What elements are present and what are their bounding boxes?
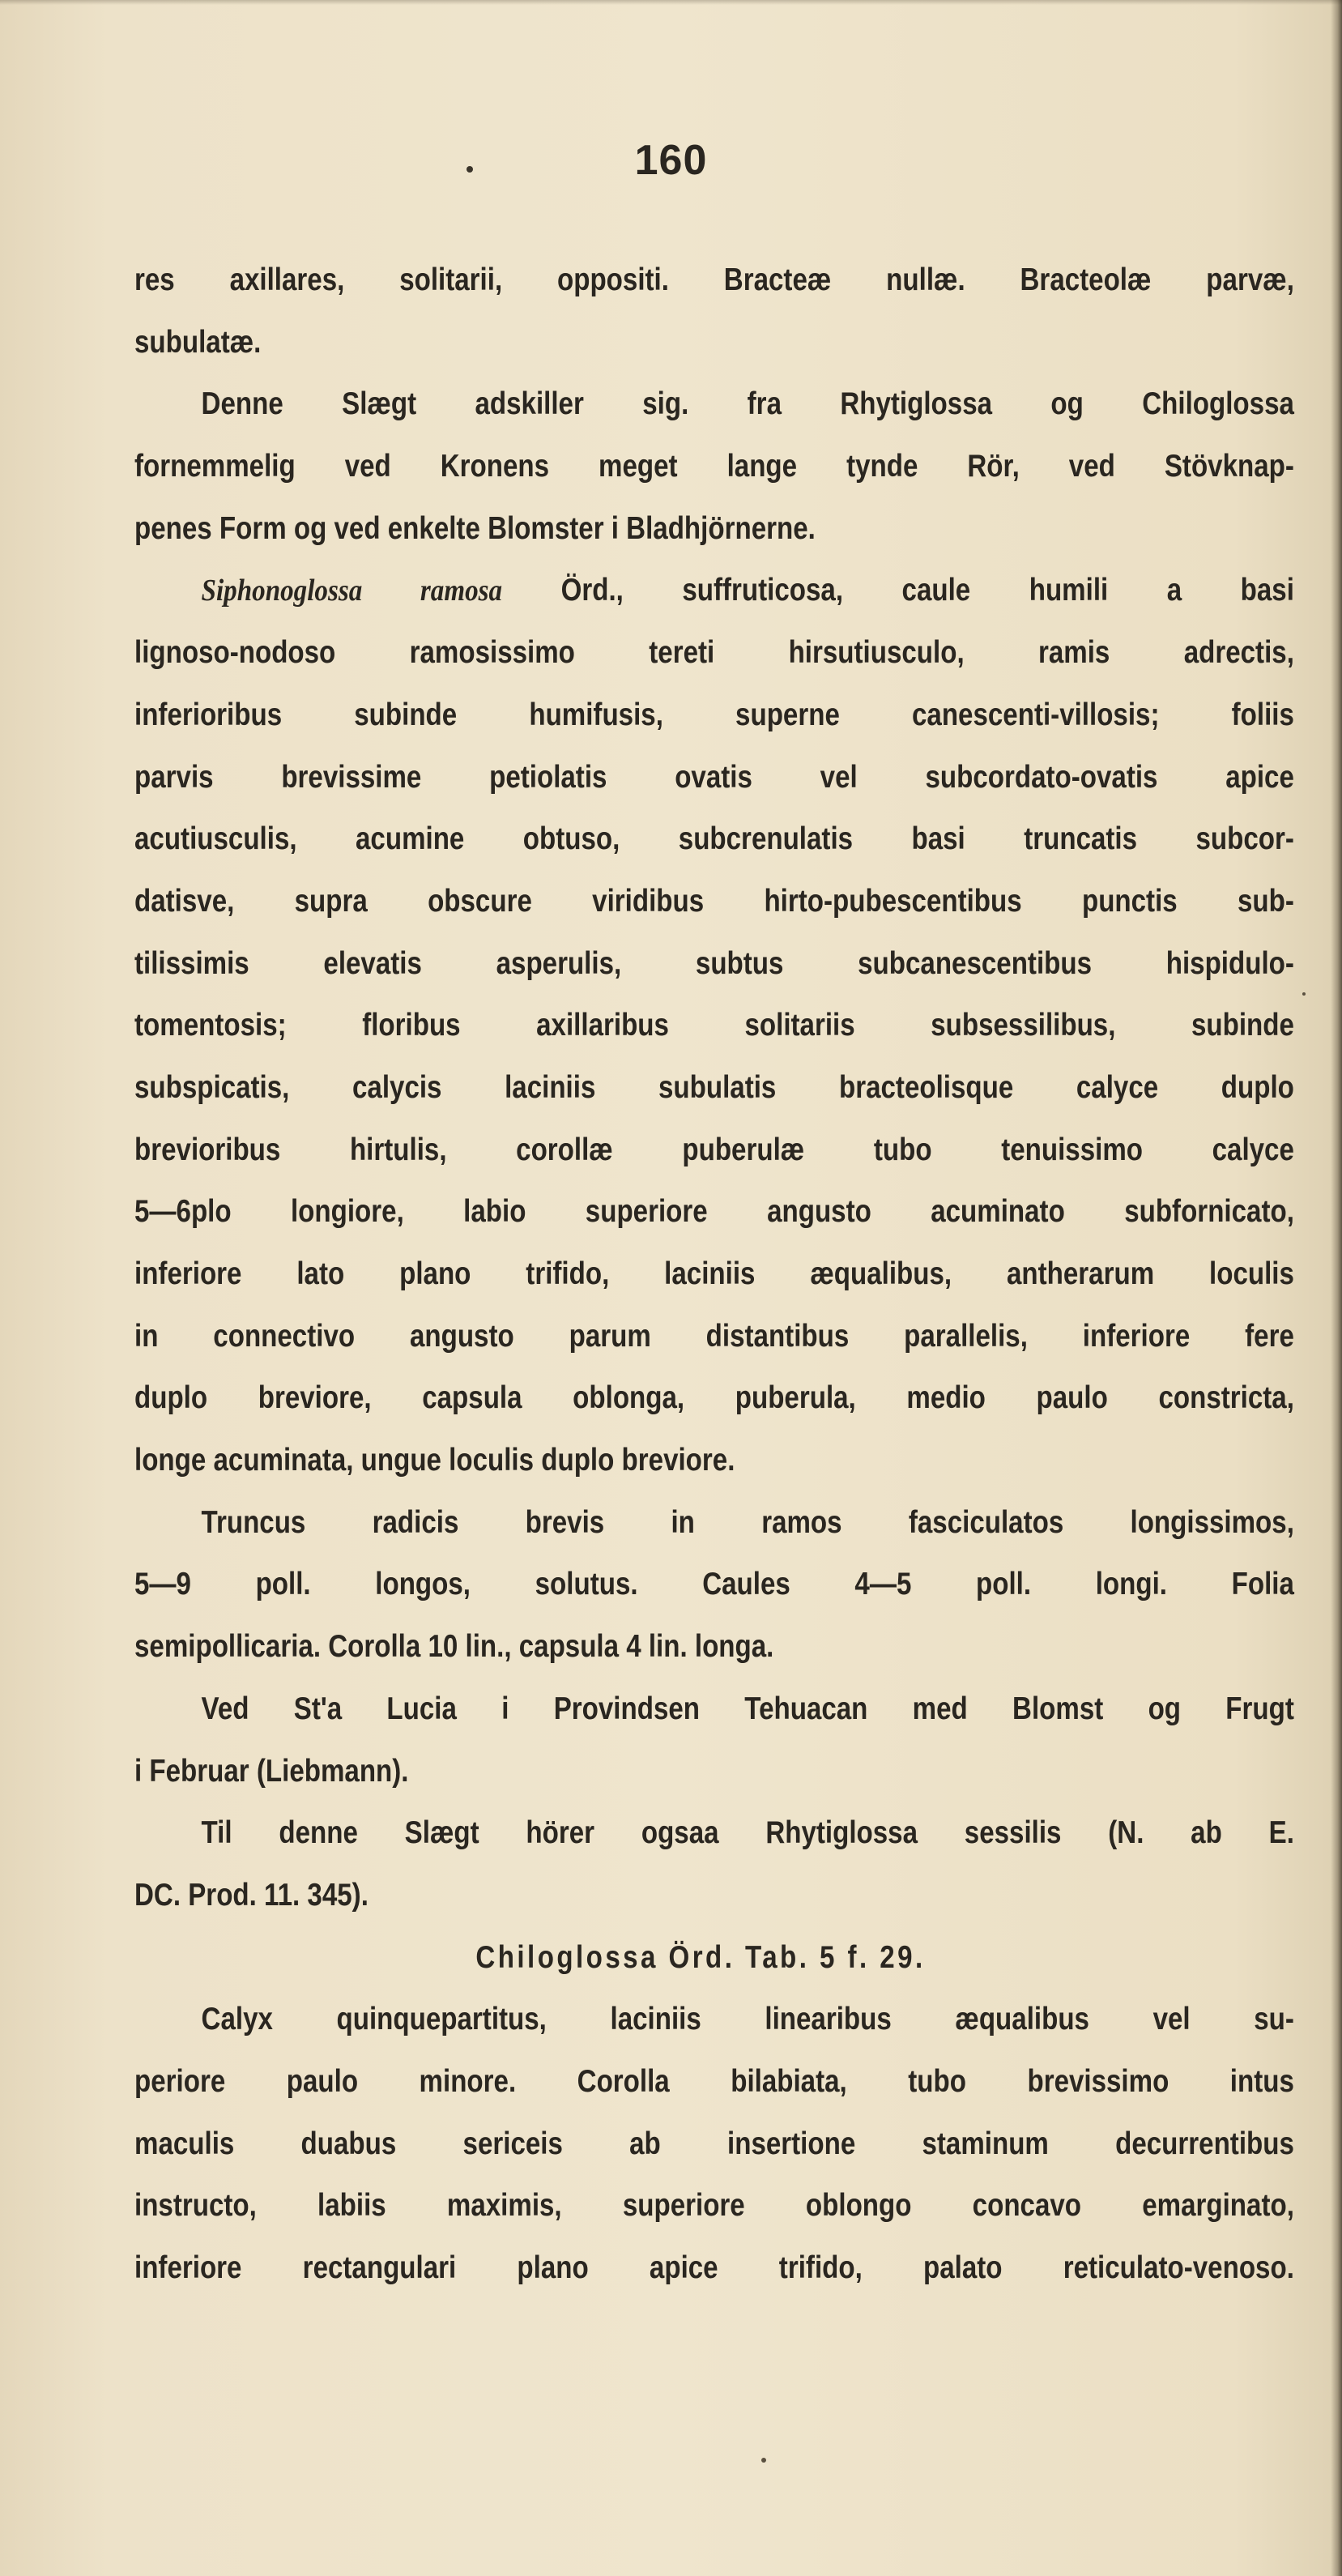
text-line: subulatæ.	[134, 324, 262, 360]
species-name: Siphonoglossa ramosa	[201, 574, 503, 608]
text-line: DC. Prod. 11. 345).	[134, 1877, 369, 1913]
text-line: datisve, supra obscure viridibus hirto-pubescentibus punctis sub-	[134, 883, 1294, 919]
paper-speck	[1302, 992, 1306, 996]
text-line: tomentosis; floribus axillaribus solitariis subsessilibus, subinde	[134, 1008, 1294, 1043]
text-line: lignoso-nodoso ramosissimo tereti hirsutiusculo, ramis adrectis,	[134, 635, 1294, 671]
text-line: 5—6plo longiore, labio superiore angusto acuminato subfornicato,	[134, 1194, 1294, 1230]
text-line: fornemmelig ved Kronens meget lange tynde Rör, ved Stövknap-	[134, 449, 1294, 484]
text-line: res axillares, solitarii, oppositi. Bracteæ nullæ. Bracteolæ parvæ,	[134, 262, 1294, 297]
text-line: acutiusculis, acumine obtuso, subcrenulatis basi truncatis subcor-	[134, 821, 1294, 857]
genus-heading: Chiloglossa Örd. Tab. 5 f. 29.	[475, 1939, 926, 1975]
text-line: semipollicaria. Corolla 10 lin., capsula 4 lin. longa.	[134, 1629, 774, 1665]
text-line: subspicatis, calycis laciniis subulatis bracteolisque calyce duplo	[134, 1069, 1294, 1105]
species-line-rest: Örd., suffruticosa, caule humili a basi	[502, 573, 1294, 608]
text-line: inferiore rectangulari plano apice trifido, palato reticulato-venoso.	[134, 2250, 1294, 2285]
text-line: Calyx quinquepartitus, laciniis linearibus æqualibus vel su-	[201, 2002, 1294, 2037]
species-description-first-line	[134, 560, 1294, 622]
text-line: penes Form og ved enkelte Blomster i Bladhjörnerne.	[134, 510, 816, 546]
text-line: inferiore lato plano trifido, laciniis æqualibus, antherarum loculis	[134, 1256, 1294, 1291]
paper-speck	[761, 2458, 766, 2463]
text-line: maculis duabus sericeis ab insertione staminum decurrentibus	[134, 2126, 1294, 2161]
page-number: 160	[634, 137, 708, 184]
text-line: duplo breviore, capsula oblonga, puberula, medio paulo constricta,	[134, 1380, 1294, 1416]
text-line: longe acuminata, ungue loculis duplo breviore.	[134, 1443, 735, 1478]
text-line: Truncus radicis brevis in ramos fasciculatos longissimos,	[201, 1504, 1294, 1540]
text-line: i Februar (Liebmann).	[134, 1753, 409, 1789]
text-line: periore paulo minore. Corolla bilabiata, tubo brevissimo intus	[134, 2063, 1294, 2099]
text-line: brevioribus hirtulis, corollæ puberulæ tubo tenuissimo calyce	[134, 1132, 1294, 1167]
text-line: Ved St'a Lucia i Provindsen Tehuacan med Blomst og Frugt	[201, 1691, 1294, 1726]
text-line: Til denne Slægt hörer ogsaa Rhytiglossa sessilis (N. ab E.	[201, 1815, 1294, 1851]
text-line: tilissimis elevatis asperulis, subtus subcanescentibus hispidulo-	[134, 945, 1294, 981]
text-line: parvis brevissime petiolatis ovatis vel subcordato-ovatis apice	[134, 759, 1294, 795]
page-edge-shadow	[1331, 0, 1342, 2576]
text-line: in connectivo angusto parum distantibus parallelis, inferiore fere	[134, 1318, 1294, 1354]
body-text	[134, 249, 1294, 2300]
text-line: 5—9 poll. longos, solutus. Caules 4—5 poll. longi. Folia	[134, 1567, 1294, 1602]
text-line: Denne Slægt adskiller sig. fra Rhytiglossa og Chiloglossa	[201, 386, 1294, 422]
text-line: inferioribus subinde humifusis, superne canescenti-villosis; foliis	[134, 697, 1294, 732]
text-line: instructo, labiis maximis, superiore oblongo concavo emarginato,	[134, 2188, 1294, 2224]
top-shadow	[0, 0, 1342, 5]
